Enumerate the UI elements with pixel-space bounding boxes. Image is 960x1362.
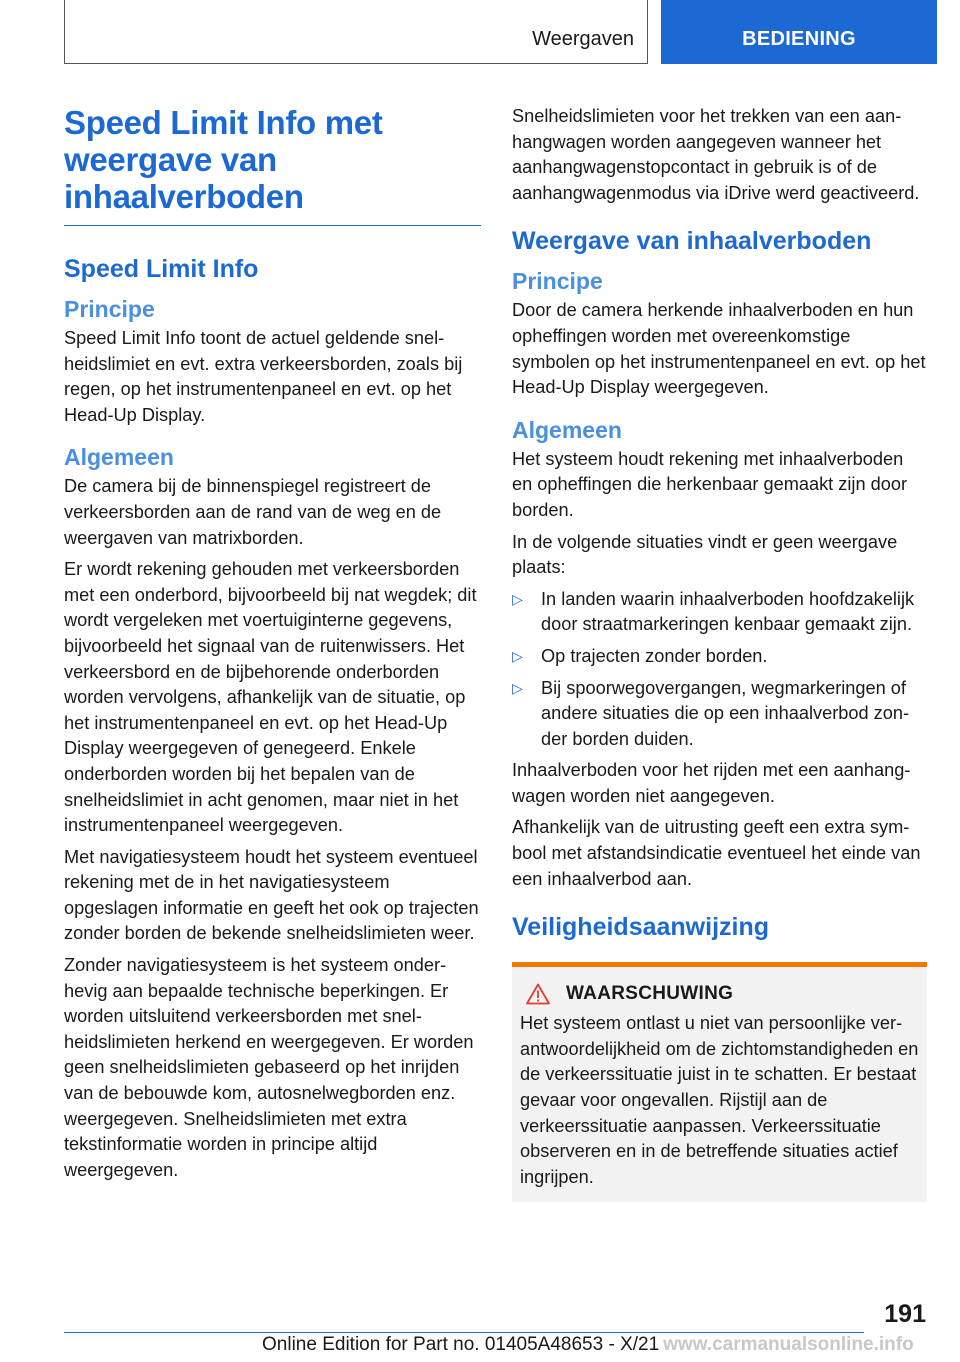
general-paragraph-4: Zonder navigatiesysteem is het systeem onderhevig aan bepaalde technische beperkingen. Er worden uitsluitend verkeersborden met snelheidslimieten herkend en weergegeven. Er worden geen snelheidslimieten gebaseerd op het inrijden van de bebouwde kom, autosnelwegborden enz. weergegeven. Snelheidslimieten met extra tekstinformatie worden in principe altijd weergegeven. <box>64 955 474 1180</box>
list-item: ▷ In landen waarin inhaalverboden hoofdzakelijk door straatmarkeringen kenbaar gemaakt zijn. <box>512 588 915 635</box>
list-item: ▷ Op trajecten zonder borden. <box>512 644 927 670</box>
warning-text: Het systeem ontlast u niet van persoonlijke verantwoordelijkheid om de zichtomstandigheden en de verkeerssituatie juist in te schatten. Er bestaat gevaar voor ongevallen. Rijstijl aan de verkeerssituatie aanpassen. Verkeerssituatie observeren en in de betreffende situaties actief ingrijpen. <box>520 1013 919 1187</box>
footer <box>262 1334 914 1356</box>
situations-list <box>512 587 927 753</box>
footer-divider <box>64 1332 864 1333</box>
section-heading-safety: Veiligheidsaanwijzing <box>512 913 770 942</box>
situations-intro: In de volgende situaties vindt er geen weergave plaats: <box>512 531 898 578</box>
triangle-bullet-icon: ▷ <box>512 590 523 607</box>
equipment-paragraph: Afhankelijk van de uitrusting geeft een extra symbool met afstandsindicatie eventueel het einde van een inhaalverbod aan. <box>512 817 921 889</box>
page-number: 191 <box>884 1300 926 1328</box>
warning-header <box>520 983 919 1005</box>
header-section-title: Weergaven <box>532 28 634 50</box>
triangle-bullet-icon: ▷ <box>512 647 523 664</box>
page-title: Speed Limit Info met weergave van inhaalverboden <box>64 104 481 226</box>
triangle-bullet-icon: ▷ <box>512 679 523 696</box>
warning-triangle-icon <box>526 983 550 1005</box>
principle-paragraph: Speed Limit Info toont de actuel geldende snelheidslimiet en evt. extra verkeersborden, zoals bij regen, op het instrumentenpaneel en evt. op het Head-Up Display. <box>64 328 463 425</box>
subheading-principle-overtaking: Principe <box>512 268 603 295</box>
section-heading-speed-limit-info: Speed Limit Info <box>64 255 259 283</box>
overtaking-principle-paragraph: Door de camera herkende inhaalverboden en hun opheffingen worden met overeenkomstige symbolen op het instrumentenpaneel en evt. op het Head-Up Display weergegeven. <box>512 300 926 398</box>
subheading-general-overtaking: Algemeen <box>512 416 622 443</box>
right-column <box>512 104 927 1202</box>
section-heading-overtaking: Weergave van inhaalverboden <box>512 227 872 256</box>
left-column <box>64 104 481 1189</box>
general-paragraph-1: De camera bij de binnenspiegel registreert de verkeersborden aan de rand van de weg en de weergaven van matrixborden. <box>64 476 442 548</box>
list-item: ▷ Bij spoorwegovergangen, wegmarkeringen of andere situaties die op een inhaalverbod zonder borden duiden. <box>512 677 910 749</box>
header-chapter-tab: BEDIENING <box>661 0 937 64</box>
warning-title: WAARSCHUWING <box>566 983 734 1005</box>
footer-edition: Online Edition for Part no. 01405A48653 - X/21 <box>262 1334 660 1355</box>
subheading-general: Algemeen <box>64 444 174 471</box>
warning-box <box>512 962 927 1202</box>
footer-watermark: www.carmanualsonline.info <box>663 1334 914 1355</box>
trailer-overtaking-paragraph: Inhaalverboden voor het rijden met een aanhangwagen worden niet aangegeven. <box>512 760 911 806</box>
subheading-principle: Principe <box>64 296 155 322</box>
general-paragraph-2: Er wordt rekening gehouden met verkeersborden met een onderbord, bijvoorbeeld bij nat wegdek; dit wordt vergeleken met voertuiginterne gegevens, bijvoorbeeld het signaal van de ruitenwissers. Het verkeersbord en de bijbehorende onderborden worden vervolgens, afhankelijk van de situatie, op het instrumentenpaneel en evt. op het Head-Up Display weergegeven of genegeerd. Enkele onderborden worden bij het bepalen van de snelheidslimiet in acht genomen, maar niet in het instrumentenpaneel weergegeven. <box>64 559 477 836</box>
trailer-speed-limit-paragraph: Snelheidslimieten voor het trekken van een aanhangwagen worden aangegeven wanneer het aanhangwagenstopcontact in gebruik is of de aanhangwagenmodus via iDrive werd geactiveerd. <box>512 106 920 203</box>
overtaking-general-paragraph: Het systeem houdt rekening met inhaalverboden en opheffingen die herkenbaar gemaakt zijn door borden. <box>512 448 908 520</box>
general-paragraph-3: Met navigatiesysteem houdt het systeem eventueel rekening met de in het navigatiesysteem opgeslagen informatie en geeft het ook op trajecten zonder borden de bekende snelheidslimieten weer. <box>64 846 479 944</box>
